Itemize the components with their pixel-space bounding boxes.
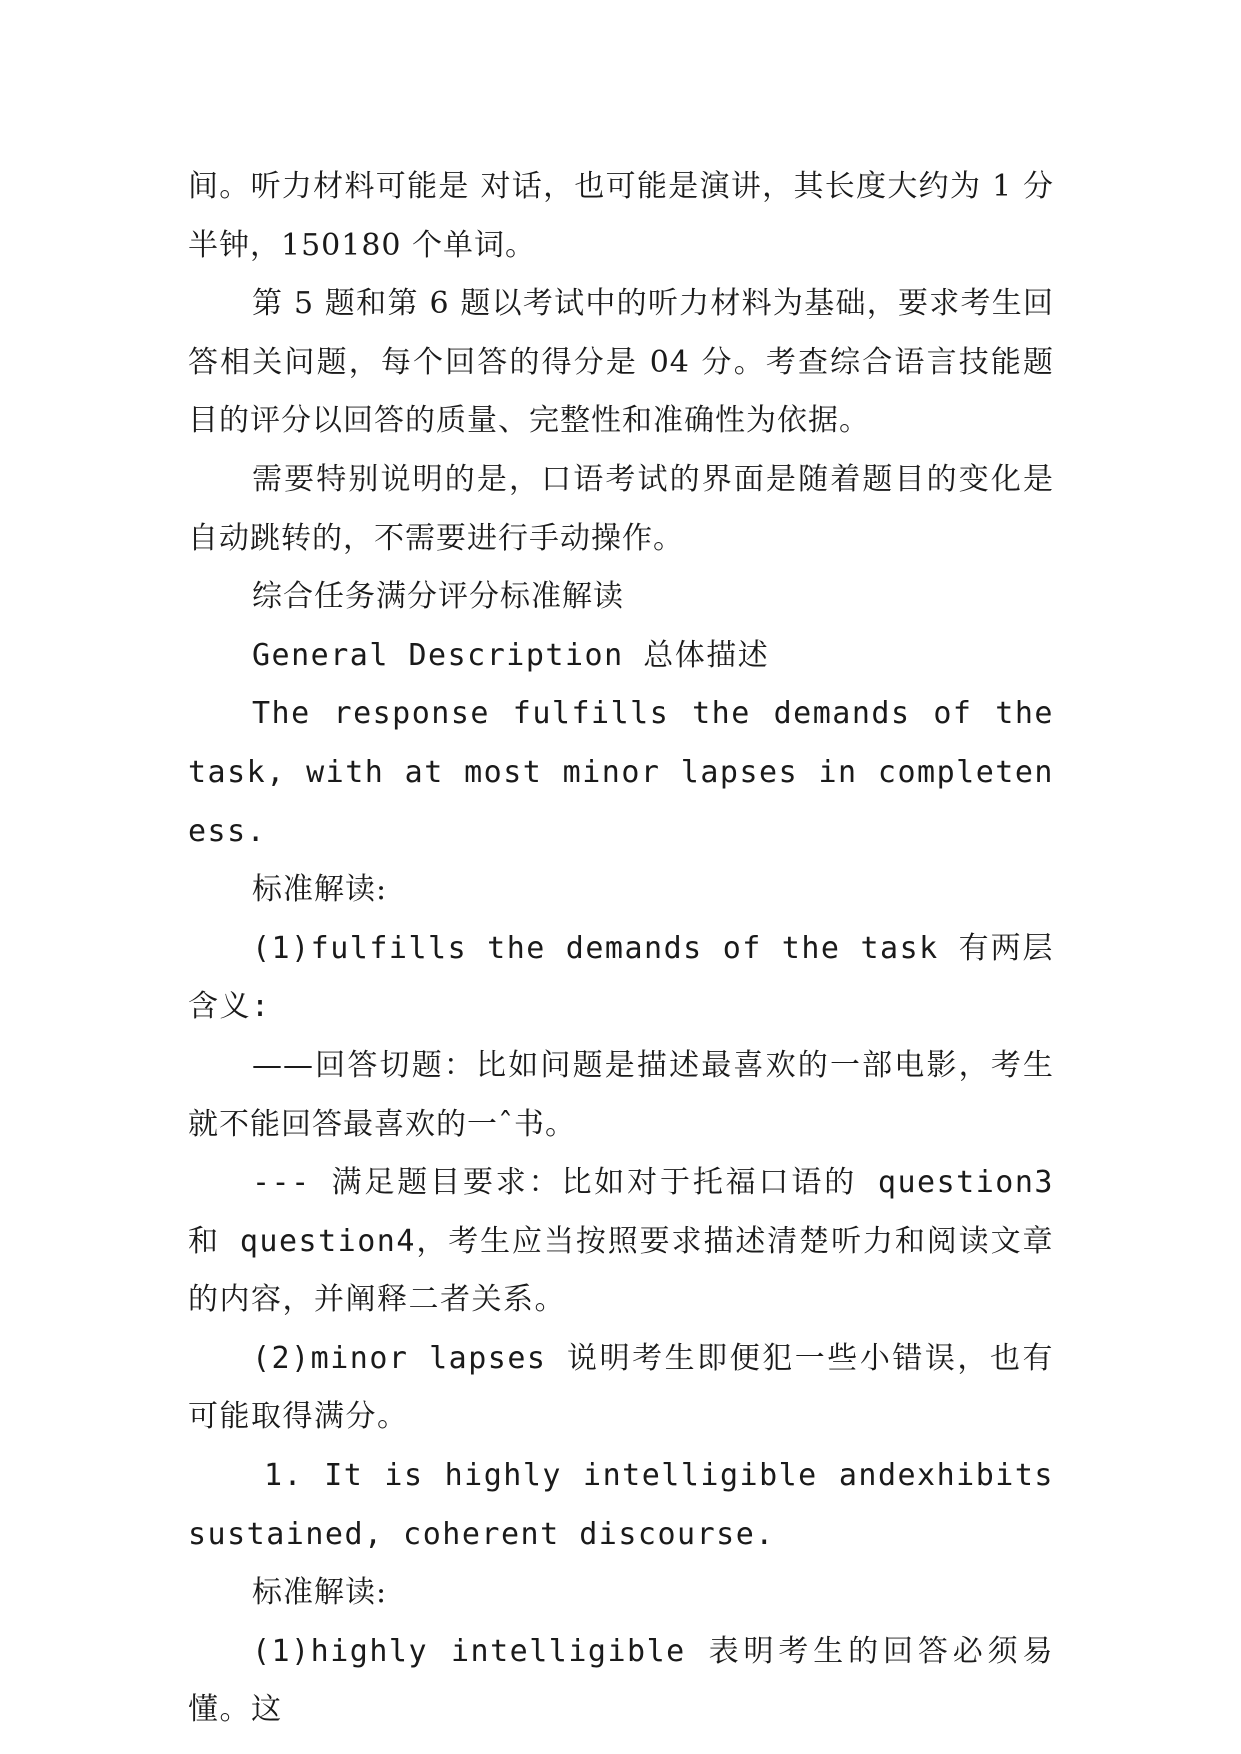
paragraph-on-topic: ——回答切题：比如问题是描述最喜欢的一部电影，考生就不能回答最喜欢的一ˆ书。	[188, 1047, 1054, 1142]
paragraph-interface-note: 需要特别说明的是，口语考试的界面是随着题目的变化是自动跳转的，不需要进行手动操作。	[188, 461, 1054, 556]
paragraph-point-1: (1)fulfills the demands of the task 有两层含义:	[188, 930, 1054, 1025]
section-heading: 综合任务满分评分标准解读	[252, 579, 624, 615]
paragraph-minor-lapses: (2)minor lapses 说明考生即便犯一些小错误，也有可能取得满分。	[188, 1340, 1054, 1435]
label-standard-interpretation-2: 标准解读:	[252, 1575, 388, 1611]
paragraph-listening-material: 间。听力材料可能是 对话，也可能是演讲，其长度大约为 1 分半钟，150180 个单词。	[188, 169, 1054, 263]
document-body	[188, 158, 1054, 1740]
paragraph-item-1-intelligible: 1. It is highly intelligible andexhibits sustained, coherent discourse.	[188, 1458, 1054, 1552]
label-standard-interpretation: 标准解读:	[252, 872, 388, 908]
paragraph-highly-intelligible: (1)highly intelligible 表明考生的回答必须易懂。这	[188, 1633, 1054, 1728]
paragraph-response-fulfills: The response fulfills the demands of the task, with at most minor lapses in completeness.	[188, 696, 1054, 849]
subheading-general-description: General Description 总体描述	[252, 637, 770, 673]
paragraph-meet-requirements: --- 满足题目要求：比如对于托福口语的 question3 和 question4，考生应当按照要求描述清楚听力和阅读文章的内容，并阐释二者关系。	[188, 1165, 1054, 1318]
paragraph-question-5-6: 第 5 题和第 6 题以考试中的听力材料为基础，要求考生回答相关问题，每个回答的得分是 04 分。考查综合语言技能题目的评分以回答的质量、完整性和准确性为依据。	[188, 286, 1054, 439]
